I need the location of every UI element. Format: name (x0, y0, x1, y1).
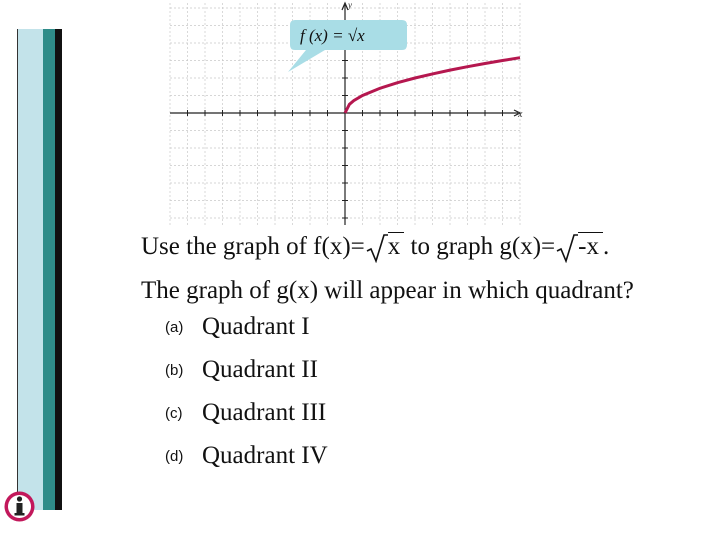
function-callout (288, 20, 407, 72)
answer-tag: (b) (165, 361, 184, 379)
x-axis-label: x (518, 109, 523, 120)
callout-text: f (x) = √x (300, 26, 365, 45)
answer-option-c[interactable] (165, 399, 326, 427)
radical-sign-icon (366, 233, 388, 263)
radicand-1: x (388, 232, 405, 260)
sqrt-function-graph (165, 0, 530, 228)
answer-option-b[interactable] (165, 356, 318, 384)
radical-sign-icon (556, 233, 578, 263)
question-suffix: . (602, 233, 610, 260)
question-line-1 (141, 229, 701, 273)
info-icon[interactable] (3, 490, 36, 523)
question-prefix: Use the graph of f(x)= (141, 233, 365, 260)
answer-text: Quadrant II (202, 356, 318, 383)
answer-tag: (c) (165, 404, 183, 422)
answer-tag: (a) (165, 318, 184, 336)
question-middle: to graph g(x)= (404, 233, 556, 260)
left-decor-bar (17, 29, 62, 510)
answer-option-d[interactable] (165, 442, 328, 470)
answer-tag: (d) (165, 447, 184, 465)
y-axis-label: y (348, 0, 352, 10)
answer-option-a[interactable] (165, 313, 310, 341)
question-line-2: The graph of g(x) will appear in which quadrant? (141, 277, 634, 304)
answer-text: Quadrant III (202, 399, 327, 426)
answer-text: Quadrant I (202, 313, 310, 340)
radicand-2: -x (578, 232, 603, 260)
question-text (141, 229, 701, 317)
answer-text: Quadrant IV (202, 442, 328, 469)
